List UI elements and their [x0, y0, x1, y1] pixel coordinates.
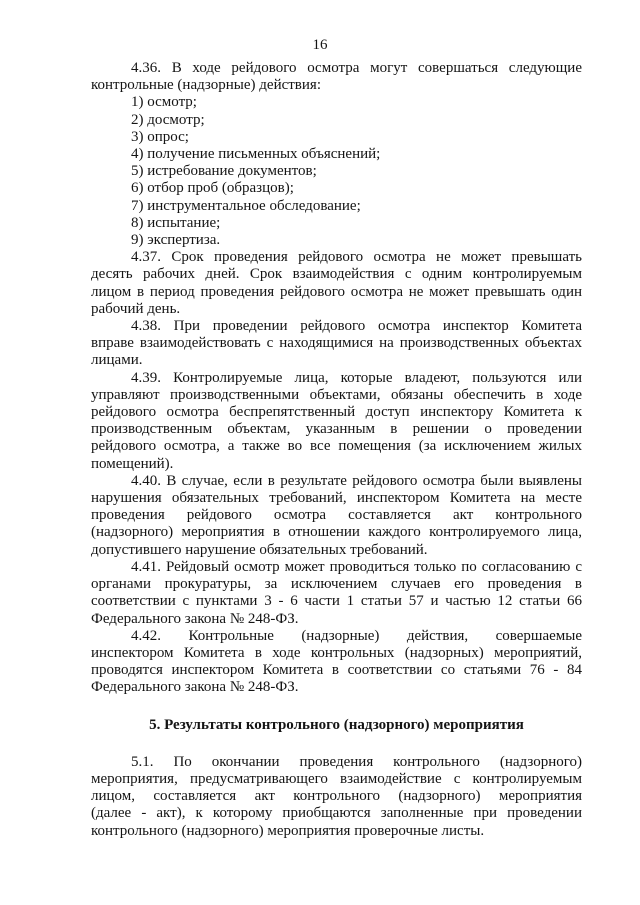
text-line: вправе взаимодействовать с находящимися на производственных объектах	[91, 335, 582, 352]
list-item: 4) получение письменных объяснений;	[131, 146, 381, 163]
list-item: 2) досмотр;	[131, 111, 205, 128]
text-line: 4.39. Контролируемые лица, которые владеют, пользуются или	[131, 369, 582, 386]
section-heading: 5. Результаты контрольного (надзорного) мероприятия	[149, 716, 524, 733]
text-line: 4.38. При проведении рейдового осмотра инспектор Комитета	[131, 318, 582, 335]
text-line: контрольного (надзорного) мероприятия проверочные листы.	[91, 822, 485, 839]
text-line: (далее - акт), к которому приобщаются заполненные при проведении	[91, 805, 582, 822]
list-item: 6) отбор проб (образцов);	[131, 180, 294, 197]
text-line: контрольные (надзорные) действия:	[91, 77, 321, 94]
paragraph-4-37	[91, 249, 582, 318]
text-line: управляют производственными объектами, обязаны обеспечить в ходе	[91, 386, 582, 403]
text-line: лицами.	[91, 352, 143, 369]
text-line: 4.42. Контрольные (надзорные) действия, совершаемые	[131, 627, 582, 644]
page-number: 16	[312, 37, 328, 53]
text-line: рейдового осмотра, а также во все помещения (за исключением жилых	[91, 438, 582, 455]
text-line: лицом, составляется акт контрольного (надзорного) мероприятия	[91, 788, 582, 805]
list-item: 3) опрос;	[131, 128, 189, 145]
text-line: рейдового осмотра беспрепятственный доступ инспектору Комитета к	[91, 404, 582, 421]
paragraph-4-39	[91, 370, 582, 473]
text-line: помещений).	[91, 455, 174, 472]
text-line: производственным объектам, указанным в решении о проведении	[91, 421, 582, 438]
text-line: лицом в период проведения рейдового осмотра не может превышать один	[91, 283, 582, 300]
list-item: 8) испытание;	[131, 214, 221, 231]
text-line: 4.37. Срок проведения рейдового осмотра не может превышать	[131, 249, 582, 266]
paragraph-4-38	[91, 318, 582, 370]
text-line: мероприятия, предусматривающего взаимодействие с контролируемым	[91, 770, 582, 787]
text-line: (надзорного) мероприятия в отношении каждого контролируемого лица,	[91, 524, 582, 541]
paragraph-4-36	[91, 60, 582, 94]
text-line: 5.1. По окончании проведения контрольного (надзорного)	[131, 753, 582, 770]
list-item: 1) осмотр;	[131, 94, 197, 111]
text-line: десять рабочих дней. Срок взаимодействия с одним контролируемым	[91, 266, 582, 283]
text-line: проведения рейдового осмотра составляется акт контрольного	[91, 507, 582, 524]
paragraph-4-40	[91, 473, 582, 559]
paragraph-5-1	[91, 754, 582, 840]
list-item: 7) инструментальное обследование;	[131, 197, 361, 214]
text-line: допустившего нарушение обязательных требований.	[91, 541, 428, 558]
text-line: инспектором Комитета в ходе контрольных (надзорных) мероприятий,	[91, 644, 582, 661]
text-line: нарушения обязательных требований, инспектором Комитета на месте	[91, 490, 582, 507]
text-line: Федерального закона № 248-ФЗ.	[91, 610, 299, 627]
text-line: проводятся инспектором Комитета в соответствии со статьями 76 - 84	[91, 662, 582, 679]
text-line: органами прокуратуры, за исключением случаев его проведения в	[91, 576, 582, 593]
text-line: Федерального закона № 248-ФЗ.	[91, 679, 299, 696]
text-line: 4.36. В ходе рейдового осмотра могут совершаться следующие	[131, 60, 582, 76]
text-line: рабочий день.	[91, 300, 181, 317]
list-item: 9) экспертиза.	[131, 232, 221, 249]
text-line: 4.41. Рейдовый осмотр может проводиться только по согласованию с	[131, 558, 582, 575]
paragraph-4-41	[91, 559, 582, 628]
text-line: соответствии с пунктами 3 - 6 части 1 статьи 57 и частью 12 статьи 66	[91, 593, 582, 610]
document-body	[91, 60, 582, 840]
paragraph-4-42	[91, 628, 582, 697]
actions-list	[91, 94, 582, 249]
list-item: 5) истребование документов;	[131, 163, 317, 180]
text-line: 4.40. В случае, если в результате рейдового осмотра были выявлены	[131, 472, 582, 489]
